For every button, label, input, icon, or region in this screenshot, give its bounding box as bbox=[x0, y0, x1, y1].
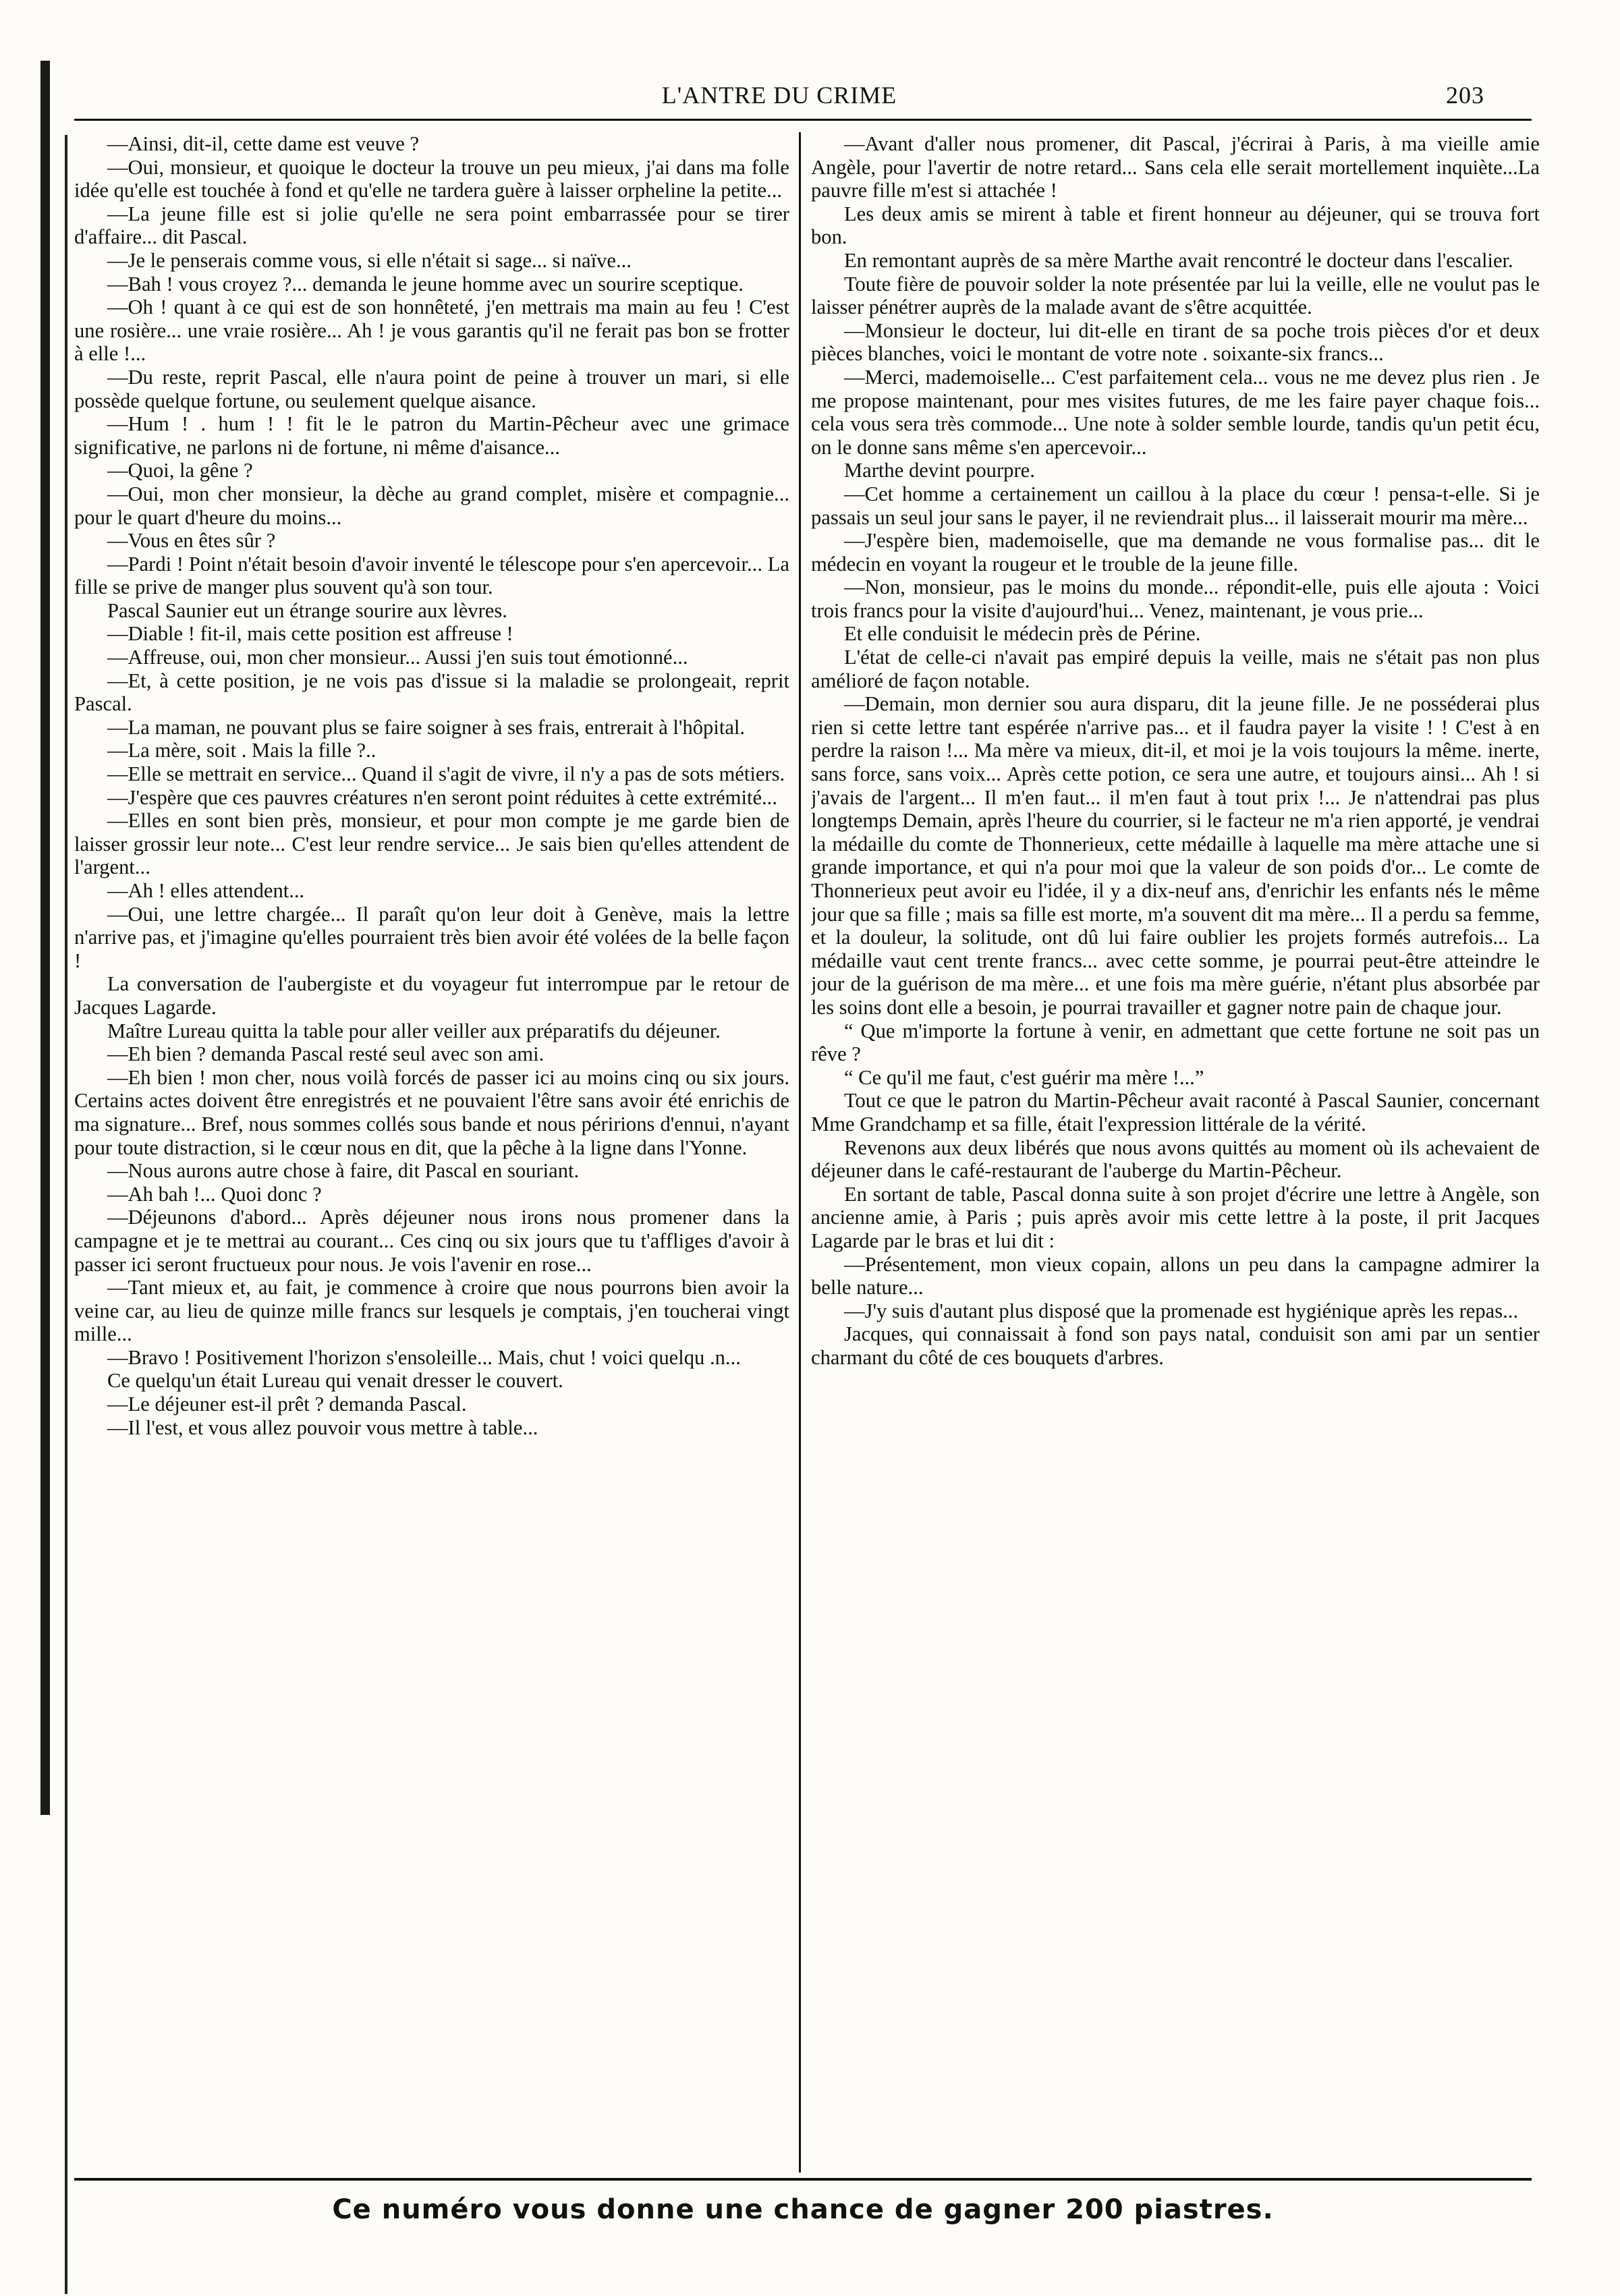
paragraph: —Présentement, mon vieux copain, allons un peu dans la campagne admirer la belle nature... bbox=[811, 1252, 1540, 1299]
paragraph: —Du reste, reprit Pascal, elle n'aura point de peine à trouver un mari, si elle possède quelque fortune, ou seulement quelque aisance. bbox=[74, 365, 789, 412]
paragraph: L'état de celle-ci n'avait pas empiré depuis la veille, mais ne s'était pas non plus amélioré de façon notable. bbox=[811, 646, 1540, 692]
header-rule bbox=[74, 119, 1532, 121]
paragraph: —Bravo ! Positivement l'horizon s'ensoleille... Mais, chut ! voici quelqu .n... bbox=[107, 1345, 741, 1369]
paragraph: —Il l'est, et vous allez pouvoir vous mettre à table... bbox=[107, 1416, 538, 1439]
scan-edge-rule bbox=[40, 61, 50, 1815]
paragraph: Toute fière de pouvoir solder la note présentée par lui la veille, elle ne voulut pas le laisser pénétrer auprès de la malade avant de s'être acquittée. bbox=[811, 272, 1540, 319]
paragraph: —J'y suis d'autant plus disposé que la promenade est hygiénique après les repas... bbox=[843, 1299, 1519, 1322]
left-column bbox=[74, 132, 789, 2156]
paragraph: Marthe devint pourpre. bbox=[843, 459, 1035, 482]
paragraph: —J'espère que ces pauvres créatures n'en seront point réduites à cette extrémité... bbox=[107, 785, 777, 809]
paragraph: —La jeune fille est si jolie qu'elle ne sera point embarrassée pour se tirer d'affaire... dit Pascal. bbox=[74, 202, 789, 249]
paragraph: —Merci, mademoiselle... C'est parfaitement cela... vous ne me devez plus rien . Je me propose maintenant, pour mes visites futures, de me les faire payer chaque fois... cela vous sera très commode... Une note à solder semble lourde, tandis qu'un petit écu, on le donne sans même s'en apercevoir... bbox=[811, 365, 1540, 459]
paragraph: —Je le penserais comme vous, si elle n'était si sage... si naïve... bbox=[107, 248, 632, 272]
paragraph: —Vous en êtes sûr ? bbox=[107, 529, 276, 553]
paragraph: —Hum ! . hum ! ! fit le le patron du Martin-Pêcheur avec une grimace significative, ne parlons ni de fortune, ni même d'aisance... bbox=[74, 412, 789, 459]
paragraph: —Elles en sont bien près, monsieur, et pour mon compte je me garde bien de laisser grossir leur note... C'est leur rendre service... Je sais bien qu'elles attendent de l'argent... bbox=[74, 809, 789, 879]
paragraph: —Nous aurons autre chose à faire, dit Pascal en souriant. bbox=[107, 1159, 580, 1183]
paragraph: —Déjeunons d'abord... Après déjeuner nous irons nous promener dans la campagne et je te mettrai au courant... Ces cinq ou six jours que tu t'affliges d'avoir à passer ici seront fructueux pour nous. Je vois l'avenir en rose... bbox=[74, 1206, 789, 1276]
paragraph: —Tant mieux et, au fait, je commence à croire que nous pourrons bien avoir la veine car, au lieu de quinze mille francs sur lesquels je comptais, j'en toucherai vingt mille... bbox=[74, 1276, 789, 1346]
paragraph: —La maman, ne pouvant plus se faire soigner à ses frais, entrerait à l'hôpital. bbox=[107, 715, 746, 739]
paragraph: En remontant auprès de sa mère Marthe avait rencontré le docteur dans l'escalier. bbox=[843, 248, 1513, 272]
paragraph: Ce quelqu'un était Lureau qui venait dresser le couvert. bbox=[107, 1369, 563, 1393]
paragraph: —Elle se mettrait en service... Quand il s'agit de vivre, il n'y a pas de sots métiers. bbox=[107, 762, 785, 786]
paragraph: Revenons aux deux libérés que nous avons quittés au moment où ils achevaient de déjeuner dans le café-restaurant de l'auberge du Martin-Pêcheur. bbox=[811, 1136, 1540, 1183]
paragraph: —Et, à cette position, je ne vois pas d'issue si la maladie se prolongeait, reprit Pascal. bbox=[74, 669, 789, 716]
paragraph: —Le déjeuner est-il prêt ? demanda Pascal. bbox=[107, 1393, 467, 1416]
paragraph: Les deux amis se mirent à table et firent honneur au déjeuner, qui se trouva fort bon. bbox=[811, 202, 1540, 249]
paragraph: —Monsieur le docteur, lui dit-elle en tirant de sa poche trois pièces d'or et deux pièces blanches, voici le montant de votre note . soixante-six francs... bbox=[811, 318, 1540, 366]
paragraph: —Cet homme a certainement un caillou à la place du cœur ! pensa-t-elle. Si je passais un seul jour sans le payer, il ne reviendrait plus... il laisserait mourir ma mère... bbox=[811, 482, 1540, 529]
paragraph: —J'espère bien, mademoiselle, que ma demande ne vous formalise pas... dit le médecin en voyant la rougeur et le trouble de la jeune fille. bbox=[811, 529, 1540, 576]
paragraph: —Oui, mon cher monsieur, la dèche au grand complet, misère et compagnie... pour le quart d'heure du moins... bbox=[74, 482, 789, 529]
paragraph: Pascal Saunier eut un étrange sourire aux lèvres. bbox=[107, 598, 507, 622]
paragraph: Maître Lureau quitta la table pour aller veiller aux préparatifs du déjeuner. bbox=[107, 1019, 721, 1042]
paragraph: —Quoi, la gêne ? bbox=[107, 459, 253, 482]
column-divider bbox=[799, 132, 801, 2173]
page-header bbox=[74, 76, 1484, 116]
footer-rule bbox=[74, 2178, 1532, 2181]
footer-notice: Ce numéro vous donne une chance de gagner 200 piastres. bbox=[332, 2194, 1274, 2225]
paragraph: —Ainsi, dit-il, cette dame est veuve ? bbox=[107, 132, 420, 155]
paragraph: —Avant d'aller nous promener, dit Pascal, j'écrirai à Paris, à ma vieille amie Angèle, pour l'avertir de notre retard... Sans cela elle serait mortellement inquiète...La pauvre fille m'est si attachée ! bbox=[811, 132, 1540, 202]
paragraph: La conversation de l'aubergiste et du voyageur fut interrompue par le retour de Jacques Lagarde. bbox=[74, 972, 789, 1019]
paragraph: —Non, monsieur, pas le moins du monde... répondit-elle, puis elle ajouta : Voici trois francs pour la visite d'aujourd'hui... Venez, maintenant, je vous prie... bbox=[811, 576, 1540, 622]
paragraph: —Eh bien ! mon cher, nous voilà forcés de passer ici au moins cinq ou six jours. Certains actes doivent être enregistrés et ne pouvaient l'être sans avoir été enrichis de ma signature... Bref, nous sommes collés sous bande et nous péririons d'ennui, n'ayant pour toute distraction, si le cœur nous en dit, que la pêche à la ligne dans l'Yonne. bbox=[74, 1065, 789, 1159]
paragraph: Et elle conduisit le médecin près de Périne. bbox=[843, 622, 1201, 646]
paragraph: —Pardi ! Point n'était besoin d'avoir inventé le télescope pour s'en apercevoir... La fille se prive de manger plus souvent qu'à son tour. bbox=[74, 552, 789, 599]
paragraph: —Ah ! elles attendent... bbox=[107, 879, 305, 902]
paragraph: Tout ce que le patron du Martin-Pêcheur avait raconté à Pascal Saunier, concernant Mme Grandchamp et sa fille, était l'expression littérale de la vérité. bbox=[811, 1089, 1540, 1136]
paragraph: Jacques, qui connaissait à fond son pays natal, conduisit son ami par un sentier charmant du côté de ces bouquets d'arbres. bbox=[811, 1322, 1540, 1369]
paragraph: —Demain, mon dernier sou aura disparu, dit la jeune fille. Je ne posséderai plus rien si cette lettre tant espérée n'arrive pas... et il faudra payer la visite ! ! C'est à en perdre la raison !... Ma mère va mieux, dit-il, et moi je la vois toujours la même. inerte, sans force, sans voix... Après cette potion, ce sera une autre, et toujours ainsi... Ah ! si j'avais de l'argent... Il m'en faut... il m'en faut à tout prix !... Je n'attendrai pas plus longtemps Demain, après l'heure du courrier, si le facteur ne m'a rien apporté, je vendrai la médaille du comte de Thonnerieux, cette médaille à laquelle ma mère attache une si grande importance, et qui n'a pour moi que la valeur de son poids d'or... Le comte de Thonnerieux peut avoir eu l'idée, il y a dix-neuf ans, d'enrichir les enfants nés le même jour que sa fille ; mais sa fille est morte, m'a souvent dit ma mère... Il a perdu sa femme, et la douleur, la solitude, ont dû lui faire oublier les projets formés autrefois... La médaille vaut cent trente francs... avec cette somme, je pourrai peut-être atteindre le jour de la guérison de ma mère... et une fois ma mère guérie, n'étant plus absorbée par les soins dont elle a besoin, je pourrai travailler et gagner notre pain de chaque jour. bbox=[811, 692, 1540, 1019]
right-column bbox=[811, 132, 1540, 2156]
page-number: 203 bbox=[1446, 82, 1484, 109]
paragraph: “ Que m'importe la fortune à venir, en admettant que cette fortune ne soit pas un rêve ? bbox=[811, 1019, 1540, 1066]
paragraph: —Bah ! vous croyez ?... demanda le jeune homme avec un sourire sceptique. bbox=[107, 272, 744, 296]
scan-edge-line bbox=[65, 135, 67, 2294]
paragraph: —Ah bah !... Quoi donc ? bbox=[107, 1182, 322, 1206]
paragraph: —Diable ! fit-il, mais cette position est affreuse ! bbox=[107, 622, 513, 646]
paragraph: —Oui, monsieur, et quoique le docteur la trouve un peu mieux, j'ai dans ma folle idée qu'elle est touchée à fond et qu'elle ne tardera guère à laisser orpheline la petite... bbox=[74, 155, 789, 202]
paragraph: —Oh ! quant à ce qui est de son honnêteté, j'en mettrais ma main au feu ! C'est une rosière... une vraie rosière... Ah ! je vous garantis qu'il ne ferait pas bon se frotter à elle !... bbox=[74, 296, 789, 366]
paragraph: —Oui, une lettre chargée... Il paraît qu'on leur doit à Genève, mais la lettre n'arrive pas, et j'imagine qu'elles pourraient très bien avoir été volées de la belle façon ! bbox=[74, 902, 789, 972]
paragraph: “ Ce qu'il me faut, c'est guérir ma mère !...” bbox=[843, 1065, 1204, 1089]
paragraph: —Eh bien ? demanda Pascal resté seul avec son ami. bbox=[107, 1042, 544, 1066]
paragraph: —La mère, soit . Mais la fille ?.. bbox=[107, 739, 376, 762]
running-title: L'ANTRE DU CRIME bbox=[661, 82, 897, 109]
paragraph: —Affreuse, oui, mon cher monsieur... Aussi j'en suis tout émotionné... bbox=[107, 646, 688, 669]
paragraph: En sortant de table, Pascal donna suite à son projet d'écrire une lettre à Angèle, son ancienne amie, à Paris ; puis après avoir mis cette lettre à la poste, il prit Jacques Lagarde par le bras et lui dit : bbox=[811, 1182, 1540, 1252]
